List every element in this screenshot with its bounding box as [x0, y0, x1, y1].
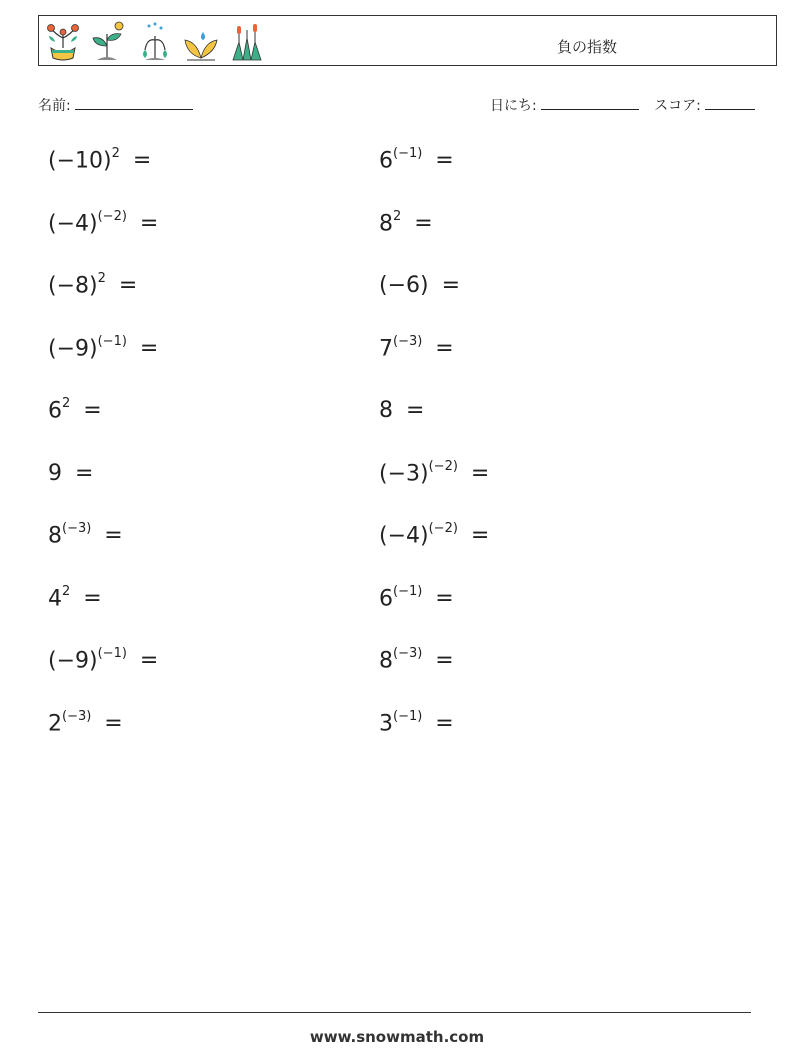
problem-equals: = [407, 210, 433, 236]
problem-item [379, 333, 454, 361]
problem-base: (−10) [48, 148, 112, 174]
problem-item [48, 273, 137, 298]
problem-base: 8 [379, 210, 393, 236]
problem-equals: = [76, 585, 102, 611]
problem-exponent: 2 [62, 583, 71, 599]
problem-exponent: (−3) [62, 521, 92, 536]
problem-base: (−9) [48, 648, 98, 674]
problem-equals: = [428, 648, 454, 674]
problem-exponent: (−1) [97, 333, 127, 349]
problem-base: 2 [48, 710, 62, 736]
problem-item [48, 523, 123, 548]
score-label: スコア: [654, 98, 701, 114]
problem-exponent: 2 [62, 396, 71, 411]
problem-item [379, 398, 424, 423]
problem-exponent: (−2) [428, 521, 458, 536]
problem-base: 3 [379, 710, 393, 736]
problem-base: 7 [379, 335, 393, 361]
problem-base: (−3) [379, 460, 429, 486]
problem-exponent: (−3) [393, 646, 423, 661]
problem-base: 6 [379, 148, 393, 174]
problem-base: (−8) [48, 273, 98, 299]
problem-equals: = [428, 585, 454, 611]
problem-base: (−4) [48, 210, 98, 236]
problem-item [379, 583, 454, 611]
problem-base: 6 [48, 398, 62, 424]
problem-base: 8 [379, 648, 393, 674]
date-label: 日にち: [490, 98, 537, 114]
problem-item [48, 583, 102, 611]
problem-exponent: (−3) [62, 708, 92, 724]
problem-equals: = [97, 523, 123, 549]
problem-base: (−6) [379, 273, 429, 298]
problem-exponent: (−1) [97, 646, 127, 661]
problem-exponent: (−2) [428, 458, 458, 474]
problem-equals: = [428, 335, 454, 361]
problem-equals: = [97, 710, 123, 736]
problem-exponent: (−1) [393, 146, 423, 161]
problem-equals: = [463, 523, 490, 549]
problem-item [379, 208, 433, 236]
problem-item [379, 148, 454, 173]
problem-equals: = [76, 398, 102, 424]
problem-exponent: (−3) [393, 333, 423, 349]
problem-equals: = [111, 273, 138, 299]
problem-base: (−4) [379, 523, 429, 549]
problem-item [48, 333, 159, 361]
problem-exponent: 2 [393, 208, 402, 224]
problem-equals: = [132, 648, 159, 674]
problem-equals: = [428, 710, 454, 736]
problem-base: 8 [379, 398, 393, 423]
problem-base: 8 [48, 523, 62, 549]
problem-base: 6 [379, 585, 393, 611]
problem-item [379, 708, 454, 736]
problem-equals: = [132, 210, 159, 236]
footer-url: www.snowmath.com [309, 1028, 485, 1046]
problem-exponent: 2 [111, 146, 120, 161]
problem-item [48, 708, 123, 736]
problem-item [48, 461, 93, 486]
problem-item [379, 648, 454, 673]
problem-equals: = [125, 148, 152, 174]
problem-item [48, 208, 159, 236]
problem-item [48, 148, 151, 173]
problem-exponent: 2 [97, 271, 106, 286]
footer-divider [38, 1012, 751, 1013]
problem-base: 9 [48, 460, 62, 486]
problem-equals: = [434, 273, 461, 298]
problem-equals: = [399, 398, 425, 423]
problem-equals: = [132, 335, 159, 361]
problem-exponent: (−1) [393, 708, 423, 724]
problem-item [379, 458, 490, 486]
name-label: 名前: [38, 98, 71, 114]
problem-equals: = [68, 460, 94, 486]
problem-base: (−9) [48, 335, 98, 361]
problem-equals: = [428, 148, 454, 174]
problem-item [379, 273, 460, 298]
problem-equals: = [463, 460, 490, 486]
problem-item [48, 648, 158, 673]
problem-item [48, 398, 102, 423]
problem-item [379, 523, 489, 548]
problem-exponent: (−1) [393, 583, 423, 599]
problem-base: 4 [48, 585, 62, 611]
problem-exponent: (−2) [97, 208, 127, 224]
worksheet-title: 負の指数 [557, 38, 618, 56]
